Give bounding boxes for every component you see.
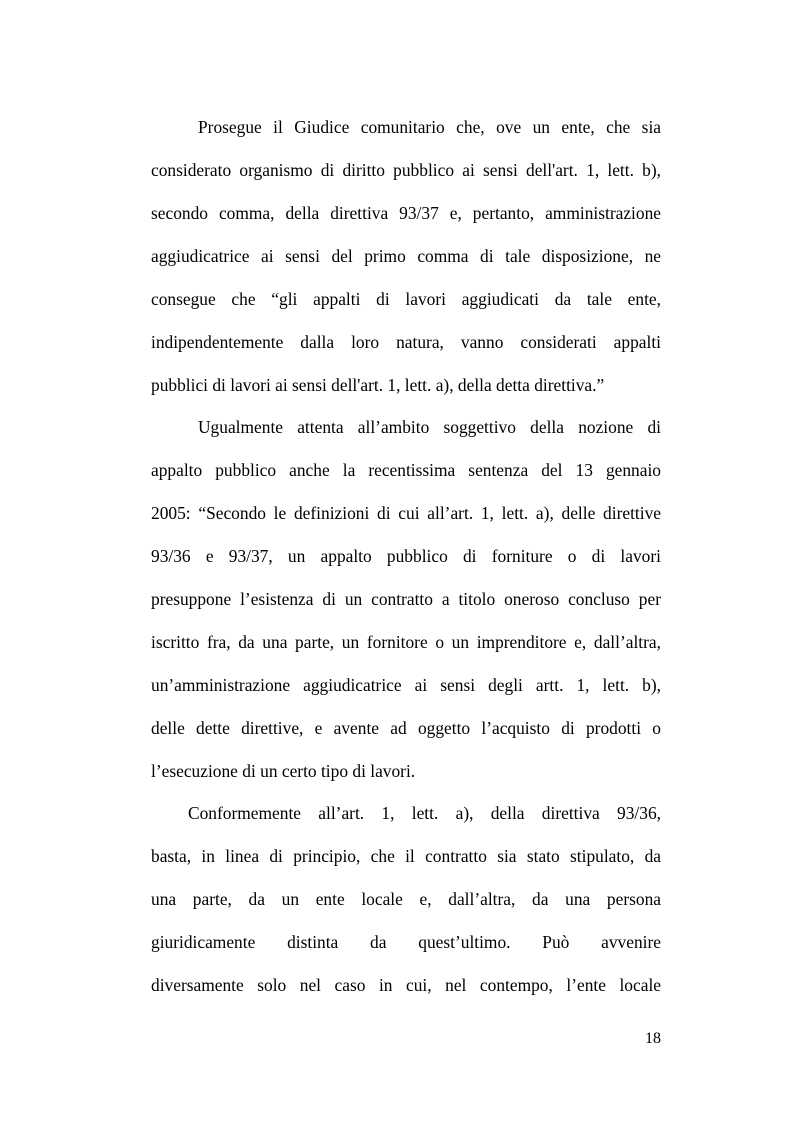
paragraph-3-line-5: diversamente solo nel caso in cui, nel contempo, l’ente locale xyxy=(151,975,661,995)
paragraph-2-line-2: appalto pubblico anche la recentissima sentenza del 13 gennaio xyxy=(151,460,661,480)
paragraph-2-line-7: un’amministrazione aggiudicatrice ai sensi degli artt. 1, lett. b), xyxy=(151,675,661,695)
paragraph-1-line-6: indipendentemente dalla loro natura, vanno considerati appalti xyxy=(151,332,661,352)
page-number: 18 xyxy=(645,1030,661,1047)
paragraph-2-line-8: delle dette direttive, e avente ad oggetto l’acquisto di prodotti o xyxy=(151,718,661,738)
paragraph-2-line-4: 93/36 e 93/37, un appalto pubblico di forniture o di lavori xyxy=(151,546,661,566)
paragraph-1-line-3: secondo comma, della direttiva 93/37 e, pertanto, amministrazione xyxy=(151,203,661,223)
paragraph-2-line-6: iscritto fra, da una parte, un fornitore o un imprenditore e, dall’altra, xyxy=(151,632,661,652)
paragraph-1-line-2: considerato organismo di diritto pubblico ai sensi dell'art. 1, lett. b), xyxy=(151,160,661,180)
paragraph-3-line-3: una parte, da un ente locale e, dall’altra, da una persona xyxy=(151,889,661,909)
paragraph-1-line-7: pubblici di lavori ai sensi dell'art. 1, lett. a), della detta direttiva.” xyxy=(151,375,605,395)
paragraph-1-line-4: aggiudicatrice ai sensi del primo comma di tale disposizione, ne xyxy=(151,246,661,266)
paragraph-2-line-5: presuppone l’esistenza di un contratto a titolo oneroso concluso per xyxy=(151,589,661,609)
paragraph-3-line-1: Conformemente all’art. 1, lett. a), della direttiva 93/36, xyxy=(188,803,661,823)
paragraph-3-line-4: giuridicamente distinta da quest’ultimo. Può avvenire xyxy=(151,932,661,952)
paragraph-2-line-9: l’esecuzione di un certo tipo di lavori. xyxy=(151,761,416,781)
paragraph-1-line-1: Prosegue il Giudice comunitario che, ove un ente, che sia xyxy=(198,117,661,137)
paragraph-2-line-3: 2005: “Secondo le definizioni di cui all’art. 1, lett. a), delle direttive xyxy=(151,503,661,523)
paragraph-3-line-2: basta, in linea di principio, che il contratto sia stato stipulato, da xyxy=(151,846,661,866)
paragraph-1-line-5: consegue che “gli appalti di lavori aggiudicati da tale ente, xyxy=(151,289,661,309)
paragraph-2-line-1: Ugualmente attenta all’ambito soggettivo della nozione di xyxy=(198,417,661,437)
